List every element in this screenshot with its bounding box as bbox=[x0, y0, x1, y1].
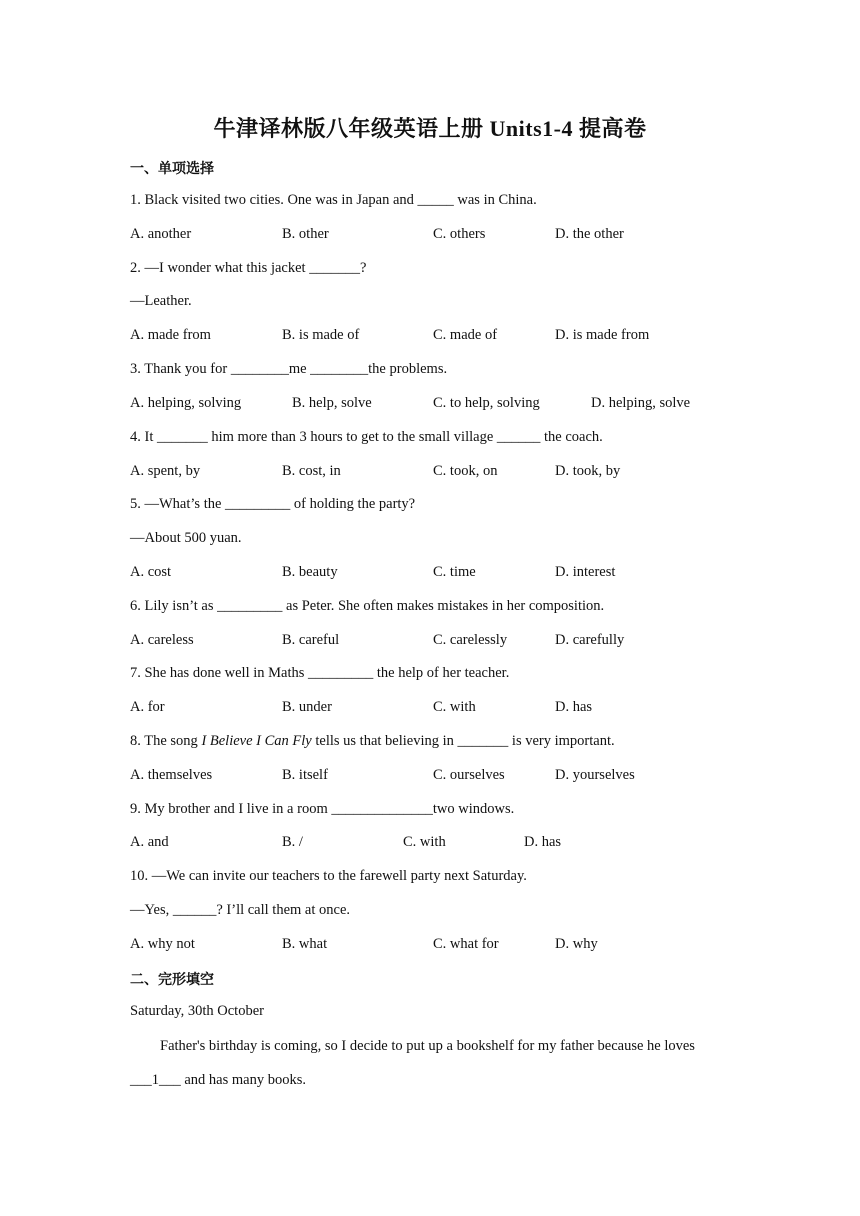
question-6-option-b: B. careful bbox=[282, 632, 340, 648]
question-8-option-d: D. yourselves bbox=[555, 767, 635, 783]
question-6-option-c: C. carelessly bbox=[433, 632, 508, 648]
question-2-option-d: D. is made from bbox=[555, 327, 650, 343]
question-8-option-a: A. themselves bbox=[130, 767, 213, 783]
question-9-option-d: D. has bbox=[524, 834, 562, 850]
cloze-date: Saturday, 30th October bbox=[130, 1003, 264, 1019]
question-6-stem: 6. Lily isn’t as _________ as Peter. She often makes mistakes in her composition. bbox=[130, 598, 605, 614]
question-1-option-d: D. the other bbox=[555, 226, 624, 242]
question-2-option-c: C. made of bbox=[433, 327, 498, 343]
question-7-option-c: C. with bbox=[433, 699, 476, 715]
question-6-option-d: D. carefully bbox=[555, 632, 625, 648]
question-4-option-a: A. spent, by bbox=[130, 463, 201, 479]
question-6-option-a: A. careless bbox=[130, 632, 194, 648]
question-8-stem-after: tells us that believing in _______ is very important. bbox=[311, 733, 615, 749]
question-1-option-c: C. others bbox=[433, 226, 486, 242]
question-3-option-c: C. to help, solving bbox=[433, 395, 540, 411]
question-5-stem: 5. —What’s the _________ of holding the party? bbox=[130, 496, 416, 512]
question-10-option-a: A. why not bbox=[130, 936, 195, 952]
section-heading-multiple-choice: 一、单项选择 bbox=[130, 161, 214, 177]
question-10-stem: 10. —We can invite our teachers to the farewell party next Saturday. bbox=[130, 868, 527, 884]
question-1-option-a: A. another bbox=[130, 226, 192, 242]
question-9-option-a: A. and bbox=[130, 834, 169, 850]
question-9-option-b: B. / bbox=[282, 834, 303, 850]
question-3-option-a: A. helping, solving bbox=[130, 395, 242, 411]
question-8-song-title: I Believe I Can Fly bbox=[201, 733, 312, 749]
question-3-option-d: D. helping, solve bbox=[591, 395, 691, 411]
question-2-option-a: A. made from bbox=[130, 327, 211, 343]
page-title: 牛津译林版八年级英语上册 Units1-4 提高卷 bbox=[213, 116, 647, 141]
question-8-option-c: C. ourselves bbox=[433, 767, 505, 783]
question-5-option-a: A. cost bbox=[130, 564, 172, 580]
cloze-paragraph-text: Father's birthday is coming, so I decide to put up a bookshelf for my father because he loves ___1___ and has many books. bbox=[130, 1038, 695, 1088]
question-2-option-b: B. is made of bbox=[282, 327, 360, 343]
question-7-stem: 7. She has done well in Maths _________ the help of her teacher. bbox=[130, 665, 510, 681]
question-7-option-d: D. has bbox=[555, 699, 593, 715]
question-2-answer-line: —Leather. bbox=[130, 293, 192, 309]
question-4-option-b: B. cost, in bbox=[282, 463, 341, 479]
question-4-option-c: C. took, on bbox=[433, 463, 498, 479]
question-1-stem: 1. Black visited two cities. One was in Japan and _____ was in China. bbox=[130, 192, 537, 208]
question-10-option-c: C. what for bbox=[433, 936, 499, 952]
question-10-option-b: B. what bbox=[282, 936, 328, 952]
section-heading-cloze: 二、完形填空 bbox=[130, 972, 214, 988]
question-8-stem-before: 8. The song bbox=[130, 733, 202, 749]
question-4-option-d: D. took, by bbox=[555, 463, 621, 479]
question-9-option-c: C. with bbox=[403, 834, 446, 850]
question-8-option-b: B. itself bbox=[282, 767, 328, 783]
question-7-option-b: B. under bbox=[282, 699, 332, 715]
question-4-stem: 4. It _______ him more than 3 hours to get to the small village ______ the coach. bbox=[130, 429, 603, 445]
question-10-option-d: D. why bbox=[555, 936, 598, 952]
question-3-option-b: B. help, solve bbox=[292, 395, 372, 411]
question-5-option-c: C. time bbox=[433, 564, 476, 580]
question-1-option-b: B. other bbox=[282, 226, 329, 242]
question-5-answer-line: —About 500 yuan. bbox=[130, 530, 242, 546]
question-5-option-d: D. interest bbox=[555, 564, 616, 580]
question-7-option-a: A. for bbox=[130, 699, 165, 715]
question-9-stem: 9. My brother and I live in a room ______________two windows. bbox=[130, 801, 515, 817]
question-5-option-b: B. beauty bbox=[282, 564, 338, 580]
question-10-answer-line: —Yes, ______? I’ll call them at once. bbox=[130, 902, 351, 918]
question-2-stem: 2. —I wonder what this jacket _______? bbox=[130, 260, 367, 276]
cloze-paragraph bbox=[130, 1029, 740, 1097]
question-8-stem bbox=[130, 733, 615, 750]
question-3-stem: 3. Thank you for ________me ________the problems. bbox=[130, 361, 448, 377]
